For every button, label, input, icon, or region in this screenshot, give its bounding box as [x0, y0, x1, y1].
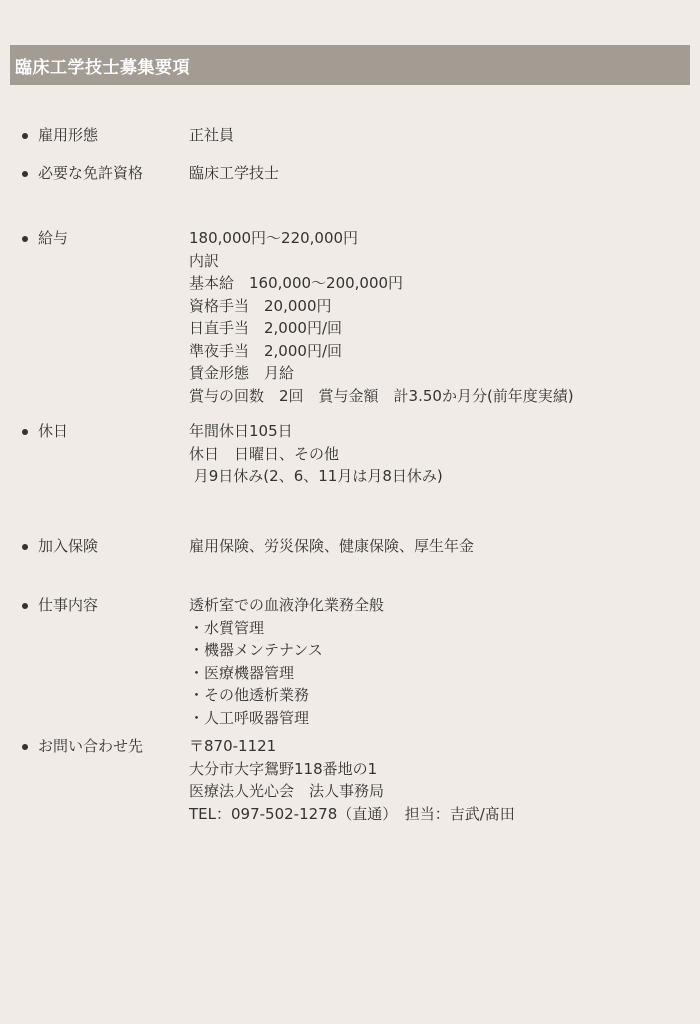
item-value-line: 基本給 160,000～200,000円 [189, 274, 404, 292]
item-label: 加入保険 [38, 537, 99, 555]
item-value-line: 資格手当 20,000円 [189, 296, 332, 315]
item-values [189, 227, 574, 407]
phone-contact: TEL：097-502-1278（直通） 担当：吉武/髙田 [189, 804, 515, 823]
item-label: お問い合わせ先 [38, 737, 144, 755]
item-value-line: 賞与の回数 2回 賞与金額 計3.50か月分(前年度実績) [189, 386, 574, 405]
bullet-icon [22, 236, 28, 242]
address: 大分市大字鴛野118番地の1 [189, 759, 378, 778]
item-value-line: 準夜手当 2,000円/回 [189, 341, 342, 360]
item-value-line: 180,000円～220,000円 [189, 229, 359, 247]
item-values [189, 162, 279, 185]
item-value-line: ・水質管理 [189, 618, 265, 637]
bullet-icon [22, 744, 28, 750]
item-value-line: ・医療機器管理 [189, 663, 295, 682]
item-values [189, 735, 515, 825]
item-values [189, 124, 234, 147]
item-value-line: ・機器メンテナンス [189, 641, 323, 659]
item-value-line: 賃金形態 月給 [189, 364, 295, 382]
item-values [189, 594, 384, 729]
item-label: 必要な免許資格 [38, 164, 144, 182]
item-value-line: 内訳 [189, 251, 220, 270]
organization: 医療法人光心会 法人事務局 [189, 782, 385, 800]
item-value-line: ・その他透析業務 [189, 686, 310, 704]
item-value-line: ・人工呼吸器管理 [189, 708, 310, 727]
item-label: 休日 [38, 422, 69, 440]
bullet-icon [22, 429, 28, 435]
bullet-icon [22, 603, 28, 609]
section-header [10, 45, 690, 85]
page-title: 臨床工学技士募集要項 [15, 57, 190, 78]
item-value-line: 休日 日曜日、その他 [189, 444, 340, 463]
bullet-icon [22, 544, 28, 550]
item-values [189, 420, 443, 488]
bullet-icon [22, 171, 28, 177]
item-value-line: 年間休日105日 [189, 422, 293, 440]
bullet-icon [22, 133, 28, 139]
item-value-line: 月9日休み(2、6、11月は月8日休み) [189, 467, 443, 485]
item-label: 仕事内容 [38, 596, 99, 614]
postal-code: 〒870-1121 [189, 737, 277, 755]
item-values [189, 535, 474, 558]
item-value-line: 透析室での血液浄化業務全般 [189, 596, 385, 614]
item-value-line: 日直手当 2,000円/回 [189, 319, 342, 337]
item-value-line: 臨床工学技士 [189, 164, 280, 182]
item-label: 給与 [38, 229, 69, 247]
item-value-line: 正社員 [189, 126, 235, 144]
item-label: 雇用形態 [38, 126, 99, 144]
item-value-line: 雇用保険、労災保険、健康保険、厚生年金 [189, 537, 475, 555]
